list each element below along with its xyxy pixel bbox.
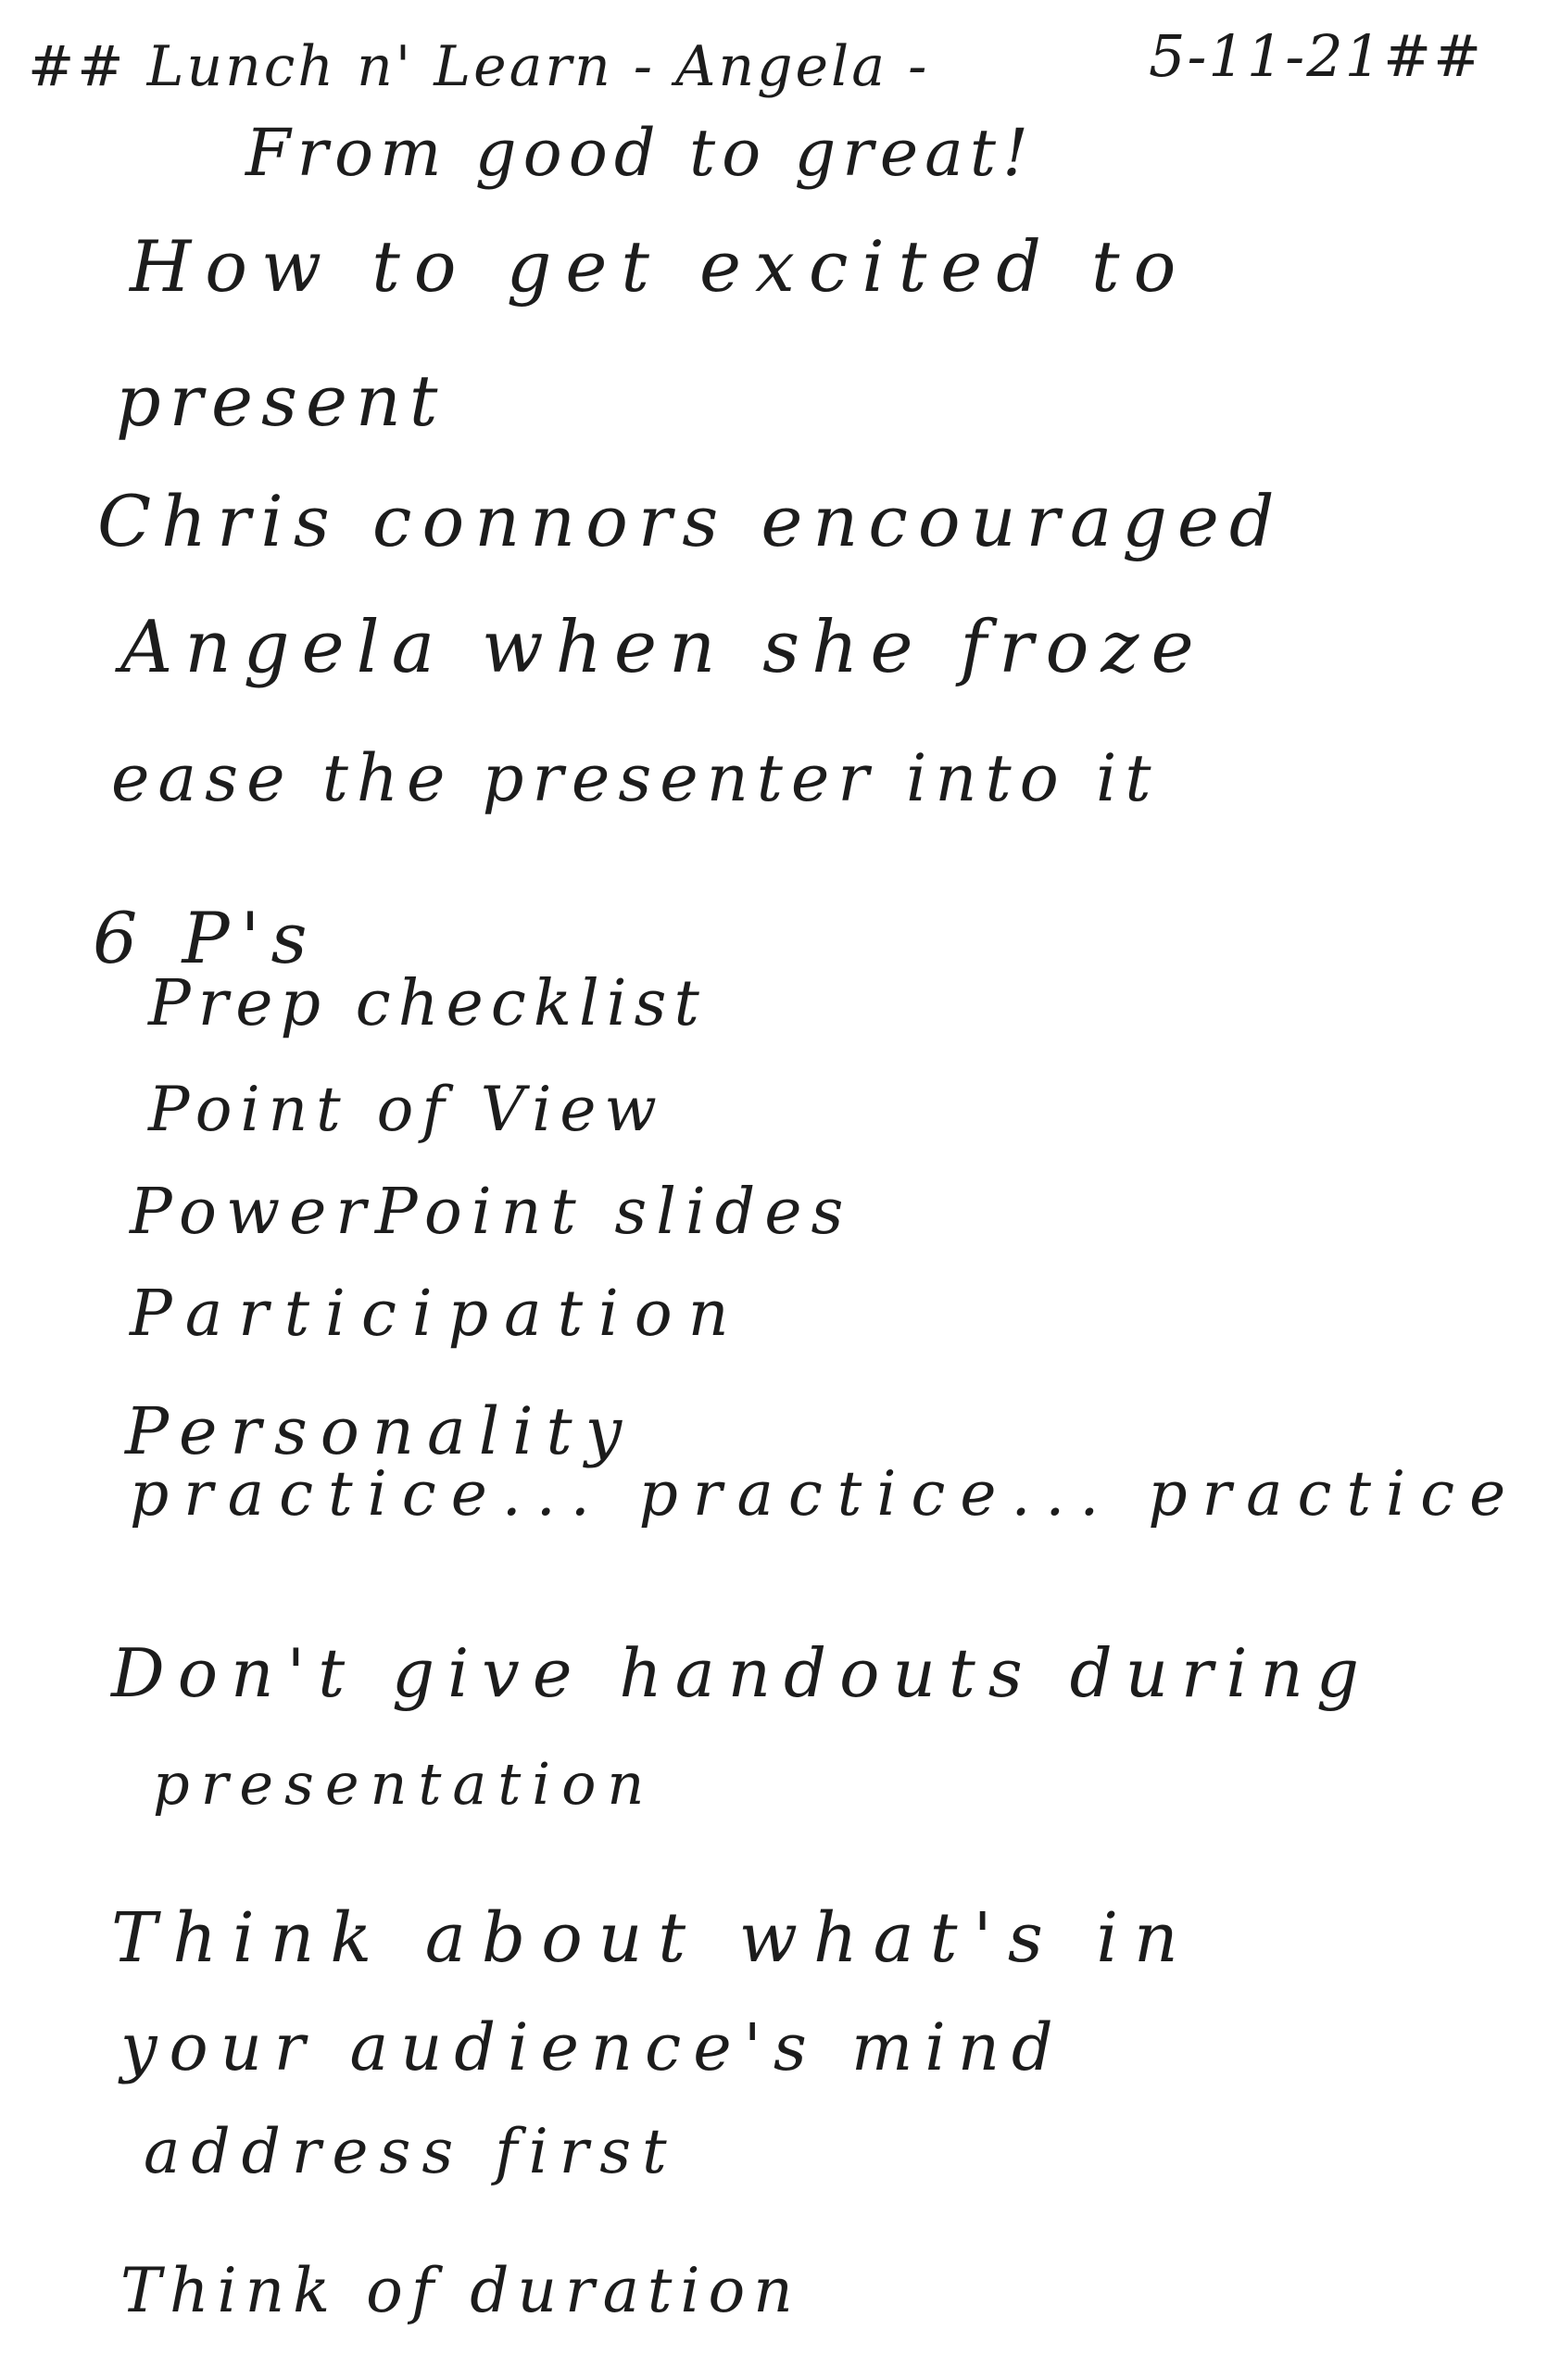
note-line-7: Prep checklist — [148, 967, 707, 1040]
note-line-2: present — [116, 359, 447, 442]
note-line-1: How to get excited to — [130, 225, 1190, 308]
note-date: 5-11-21## — [1149, 22, 1484, 90]
note-line-4: Angela when she froze — [120, 606, 1206, 689]
note-line-18: Think of duration — [120, 2255, 801, 2326]
note-line-5: ease the presenter into it — [111, 740, 1160, 816]
note-line-17: address first — [144, 2116, 678, 2187]
note-header: ## Lunch n' Learn - Angela - — [28, 34, 930, 99]
note-line-13: Don't give handouts during — [111, 1634, 1372, 1712]
note-line-14: presentation — [153, 1750, 656, 1818]
note-line-10: Participation — [130, 1278, 745, 1351]
note-line-16: your audience's mind — [120, 2009, 1065, 2085]
note-subtitle: From good to great! — [245, 115, 1036, 191]
note-line-11: Personality — [125, 1393, 635, 1469]
note-line-12: practice... practice... practice — [130, 1458, 1521, 1530]
note-line-6: 6 P's — [93, 897, 319, 979]
note-line-3: Chris connors encouraged — [97, 480, 1285, 562]
note-line-15: Think about what's in — [111, 1898, 1194, 1978]
note-line-8: Point of View — [148, 1074, 665, 1145]
note-line-9: PowerPoint slides — [130, 1176, 853, 1249]
